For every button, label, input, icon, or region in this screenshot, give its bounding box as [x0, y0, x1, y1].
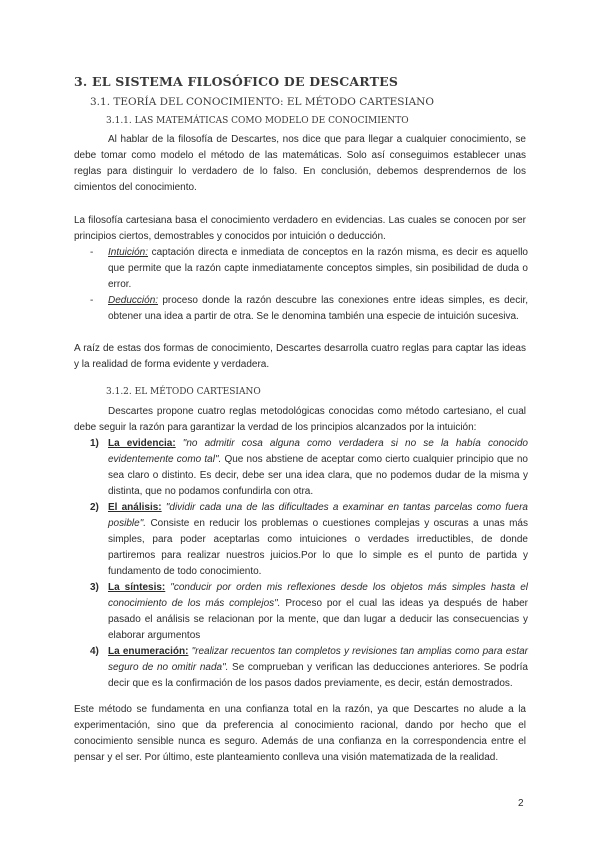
rule-item [90, 644, 528, 692]
rule-number: 1) [90, 438, 99, 449]
subsubsection-heading-1: 3.1.1. LAS MATEMÁTICAS COMO MODELO DE CONOCIMIENTO [106, 116, 409, 126]
rule-item [90, 580, 528, 644]
rule-text: Consiste en reducir los problemas o cuestiones complejas y oscuras a unas más simples, para poder aceptarlas como intuiciones o verdades irreductibles, de donde partiremos para realizar nuestros juicios.Por lo que lo simple es el punto de partida y fundamento de todo conocimiento. [108, 518, 528, 577]
paragraph-3: A raíz de estas dos formas de conocimiento, Descartes desarrolla cuatro reglas para captar las ideas y la realidad de forma evidente y verdadera. [74, 343, 526, 370]
dash-list [92, 245, 528, 325]
rule-term: La síntesis: [108, 582, 166, 593]
term-intuicion: Intuición: [108, 247, 149, 258]
paragraph-2: La filosofía cartesiana basa el conocimiento verdadero en evidencias. Las cuales se conocen por ser principios ciertos, demostrables y conocidos por intuición o deducción. [74, 215, 526, 242]
rule-term: La enumeración: [108, 646, 189, 657]
paragraph-5: Este método se fundamenta en una confianza total en la razón, ya que Descartes no alude a la experimentación, sino que da preferencia al conocimiento racional, dando por hecho que el conocimiento sensible nunca es seguro. Además de una confianza en la correspondencia entre el pensar y el ser. Por último, este planteamiento conlleva una visión matematizada de la realidad. [74, 704, 526, 763]
rule-term: El análisis: [108, 502, 162, 513]
list-item [92, 293, 528, 325]
list-item [92, 245, 528, 293]
rule-quote: "realizar recuentos tan completos y revisiones tan amplias como para estar seguro de no omitir nada". [108, 646, 528, 673]
dash-marker: - [90, 295, 94, 306]
rule-number: 3) [90, 582, 99, 593]
rule-term: La evidencia: [108, 438, 176, 449]
rule-quote: "no admitir cosa alguna como verdadera si no se la había conocido evidentemente como tal". [108, 438, 528, 465]
rule-number: 4) [90, 646, 99, 657]
rule-text: Se comprueban y verifican las deducciones anteriores. Se podría decir que es la confirmación de los pasos dados previamente, es decir, están demostrados. [108, 662, 528, 689]
rule-item [90, 500, 528, 580]
paragraph-4: Descartes propone cuatro reglas metodológicas conocidas como método cartesiano, el cual debe seguir la razón para garantizar la verdad de los principios alcanzados por la intuición: [74, 406, 526, 433]
section-heading: 3. EL SISTEMA FILOSÓFICO DE DESCARTES [74, 74, 399, 89]
rule-number: 2) [90, 502, 99, 513]
item-text: captación directa e inmediata de conceptos en la razón misma, es decir es aquello que permite que la razón capte inmediatamente conceptos simples, sin posibilidad de duda o error. [108, 247, 528, 290]
rules-list [90, 436, 528, 692]
rule-text: Proceso por el cual las ideas ya después de haber pasado el análisis se relacionan por la mente, que dan lugar a deducir las consecuencias y elaborar argumentos [108, 598, 528, 641]
rule-text: Que nos abstiene de aceptar como cierto cualquier principio que no sea claro o distinto. Es decir, debe ser una idea clara, que no podemos dudar de la misma y distinta, que no podamos confundirla con otra. [108, 454, 528, 497]
rule-item [90, 436, 528, 500]
rule-quote: "conducir por orden mis reflexiones desde los objetos más simples hasta el conocimiento de los más complejos". [108, 582, 529, 609]
page-number: 2 [518, 798, 524, 809]
dash-marker: - [90, 247, 94, 258]
subsubsection-heading-2: 3.1.2. EL MÉTODO CARTESIANO [106, 387, 261, 397]
term-deduccion: Deducción: [108, 295, 159, 306]
item-text: proceso donde la razón descubre las conexiones entre ideas simples, es decir, obtener una idea a partir de otra. Se le denomina también una especie de intuición sucesiva. [108, 295, 528, 322]
rule-quote: "dividir cada una de las dificultades a examinar en tantas parcelas como fuera posible". [108, 502, 528, 529]
paragraph-1: Al hablar de la filosofía de Descartes, nos dice que para llegar a cualquier conocimiento, se debe tomar como modelo el método de las matemáticas. Solo así conseguimos establecer unas reglas para distinguir lo verdadero de lo falso. En conclusión, debemos desprendernos de los cimientos del conocimiento. [74, 134, 526, 193]
subsection-heading: 3.1. TEORÍA DEL CONOCIMIENTO: EL MÉTODO CARTESIANO [90, 96, 434, 108]
